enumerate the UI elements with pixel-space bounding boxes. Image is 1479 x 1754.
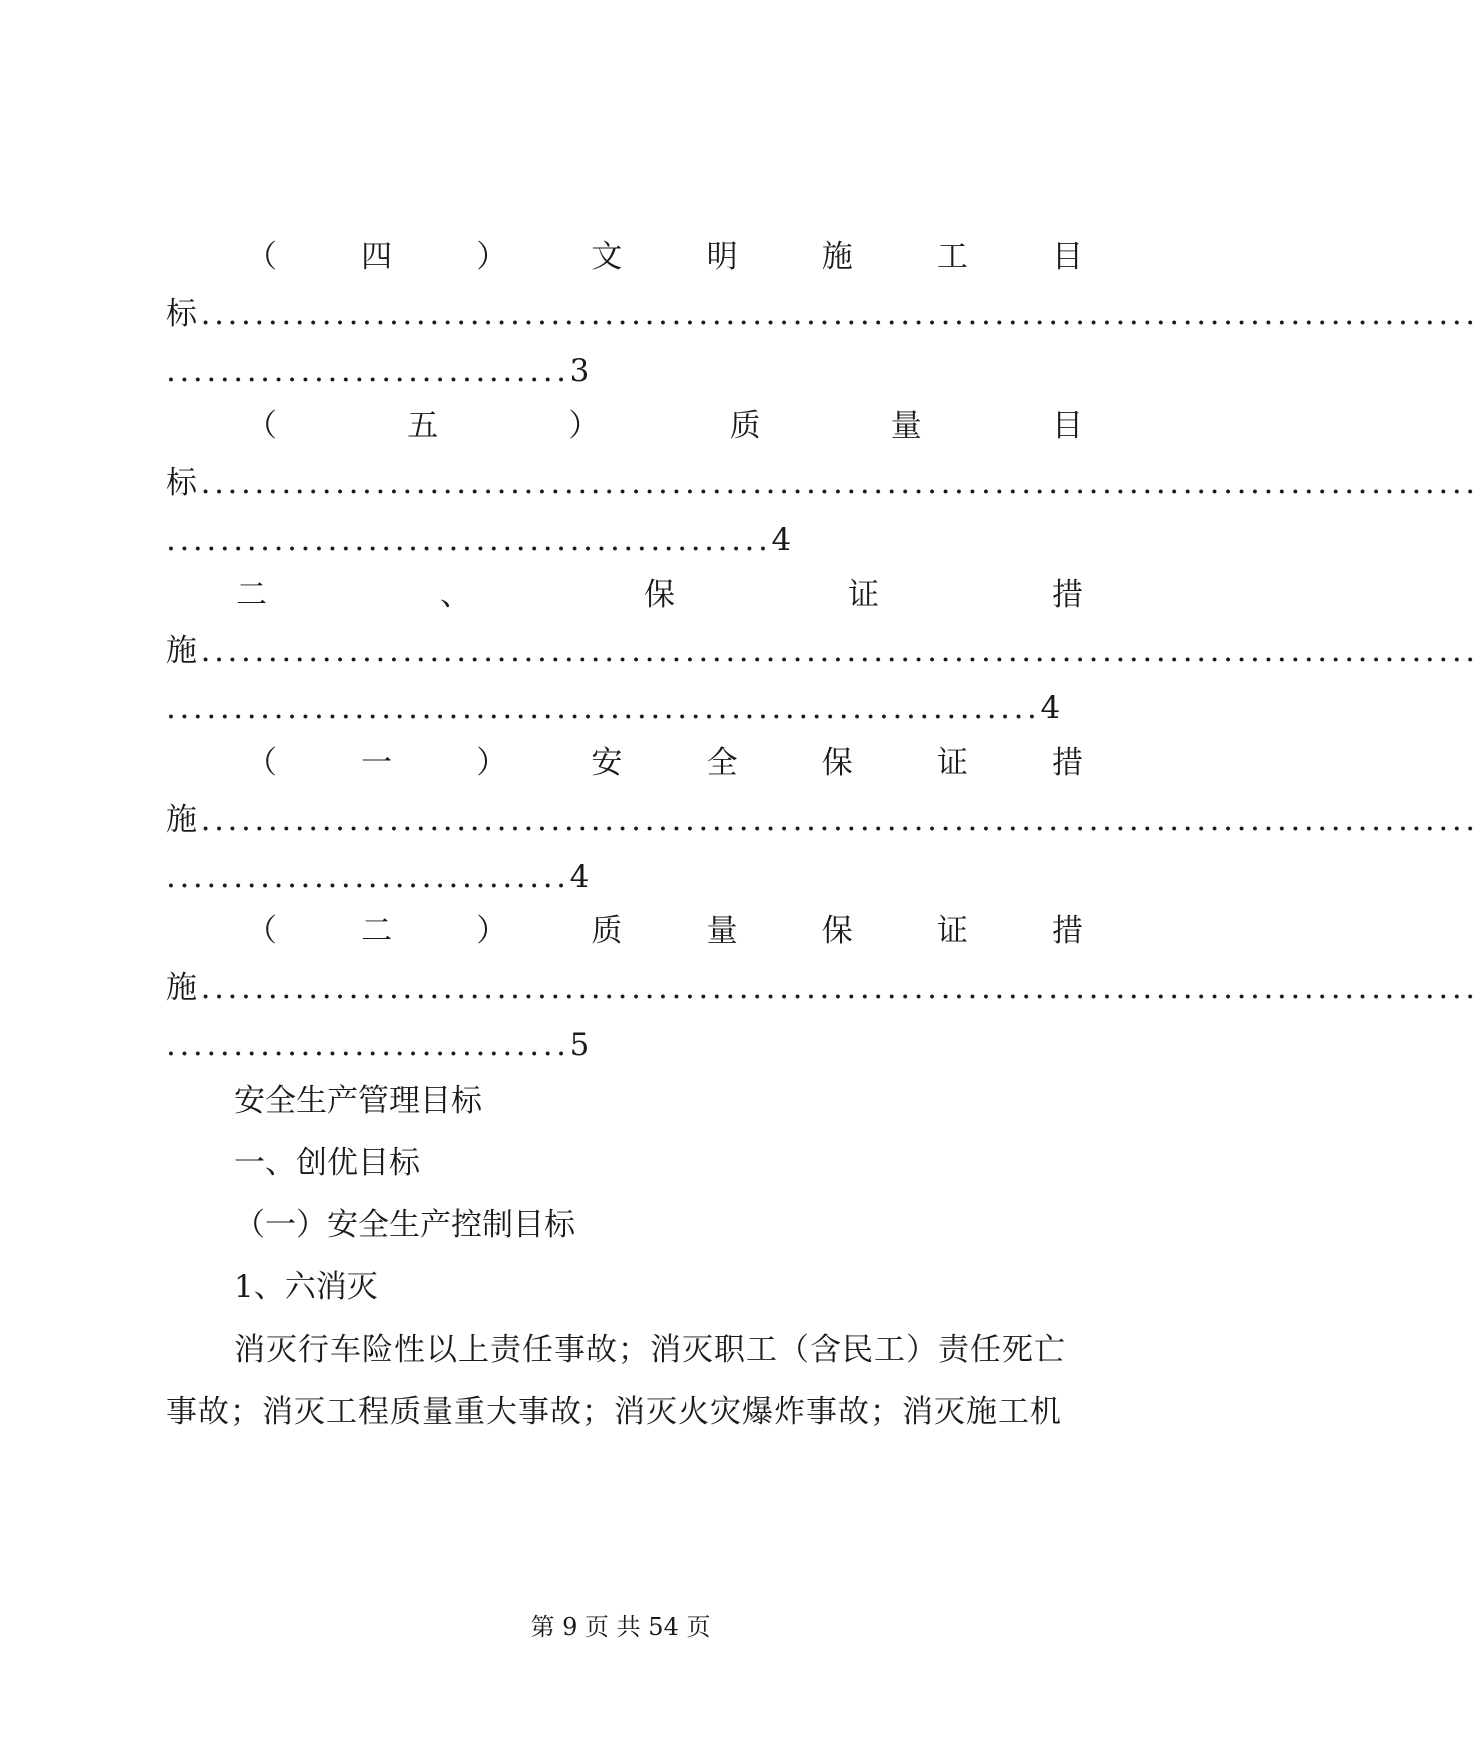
toc-entry-4-leader [166,795,1479,845]
toc-char: 量 [706,913,738,949]
toc-entry-1-page-line [166,346,1083,396]
dot-leader: ............................................................................................... [200,465,1479,501]
toc-char: 措 [1052,577,1083,613]
dot-leader: ............................................................................................... [200,970,1479,1006]
toc-entry-2-title[interactable] [166,401,1083,451]
toc-char: 五 [407,408,439,444]
toc-char: 措 [1051,745,1083,781]
toc-char: 证 [936,745,968,781]
toc-char: 证 [936,913,968,949]
toc-page-number[interactable]: 4 [569,859,590,895]
toc-page-number[interactable]: 4 [771,522,792,558]
toc-char: 二 [361,913,393,949]
toc-char: 质 [729,408,761,444]
toc-char: 二 [236,577,267,613]
toc-page-number[interactable]: 3 [569,353,590,389]
toc-char: 四 [361,239,393,275]
toc-char: 保 [821,745,853,781]
toc-char: （ [246,408,277,444]
section-title: 安全生产管理目标 [234,1083,482,1119]
dot-leader: ................................................................. [166,690,1041,726]
toc-wrap-char: 施 [166,970,201,1006]
toc-char: 措 [1051,913,1083,949]
toc-entry-1-title[interactable] [166,232,1083,282]
toc-char: 全 [706,745,738,781]
subsection-heading: （一）安全生产控制目标 [234,1207,575,1243]
dot-leader: .............................. [166,1027,570,1063]
toc-char: 明 [706,239,738,275]
toc-char: 量 [890,408,922,444]
toc-page-number[interactable]: 5 [569,1027,590,1063]
toc-page-number[interactable]: 4 [1040,690,1061,726]
toc-char: 保 [644,577,675,613]
toc-char: 质 [591,913,623,949]
toc-wrap-char: 施 [166,802,201,838]
toc-char: 目 [1051,239,1083,275]
toc-wrap-char: 施 [166,633,201,669]
toc-wrap-char: 标 [166,296,201,332]
toc-entry-3-page-line [166,683,1083,733]
toc-char: ） [476,913,508,949]
toc-entry-4-page-line [166,852,1083,902]
page-footer: 第 9 页 共 54 页 [530,1613,711,1641]
toc-char: 、 [440,577,471,613]
toc-char: 证 [848,577,879,613]
toc-entry-2-leader [166,458,1479,508]
dot-leader: .............................. [166,353,570,389]
toc-char: 安 [591,745,623,781]
dot-leader: .............................. [166,859,570,895]
toc-entry-3-title[interactable] [166,570,1083,620]
toc-char: 工 [936,239,968,275]
toc-char: ） [476,745,508,781]
dot-leader: ............................................................................................... [200,296,1479,332]
toc-entry-5-title[interactable] [166,906,1083,956]
dot-leader: ............................................. [166,522,772,558]
paragraph-line: 消灭行车险性以上责任事故；消灭职工（含民工）责任死亡 [234,1332,1066,1368]
toc-char: 施 [821,239,853,275]
paragraph-line: 事故；消灭工程质量重大事故；消灭火灾爆炸事故；消灭施工机 [166,1394,1062,1430]
toc-entry-1-leader [166,289,1479,339]
toc-char: 目 [1051,408,1083,444]
toc-char: （ [246,913,277,949]
dot-leader: ............................................................................................... [200,633,1479,669]
toc-char: （ [246,239,277,275]
toc-entry-2-page-line [166,515,1083,565]
toc-entry-4-title[interactable] [166,738,1083,788]
toc-char: （ [246,745,277,781]
dot-leader: ............................................................................................... [200,802,1479,838]
item-heading: 1、六消灭 [234,1269,378,1305]
section-heading: 一、创优目标 [234,1145,420,1181]
toc-char: ） [476,239,508,275]
toc-char: 文 [591,239,623,275]
toc-entry-5-page-line [166,1020,1083,1070]
toc-char: 一 [361,745,393,781]
toc-char: 保 [821,913,853,949]
toc-entry-3-leader [166,626,1479,676]
toc-wrap-char: 标 [166,465,201,501]
toc-entry-5-leader [166,963,1479,1013]
toc-char: ） [568,408,600,444]
